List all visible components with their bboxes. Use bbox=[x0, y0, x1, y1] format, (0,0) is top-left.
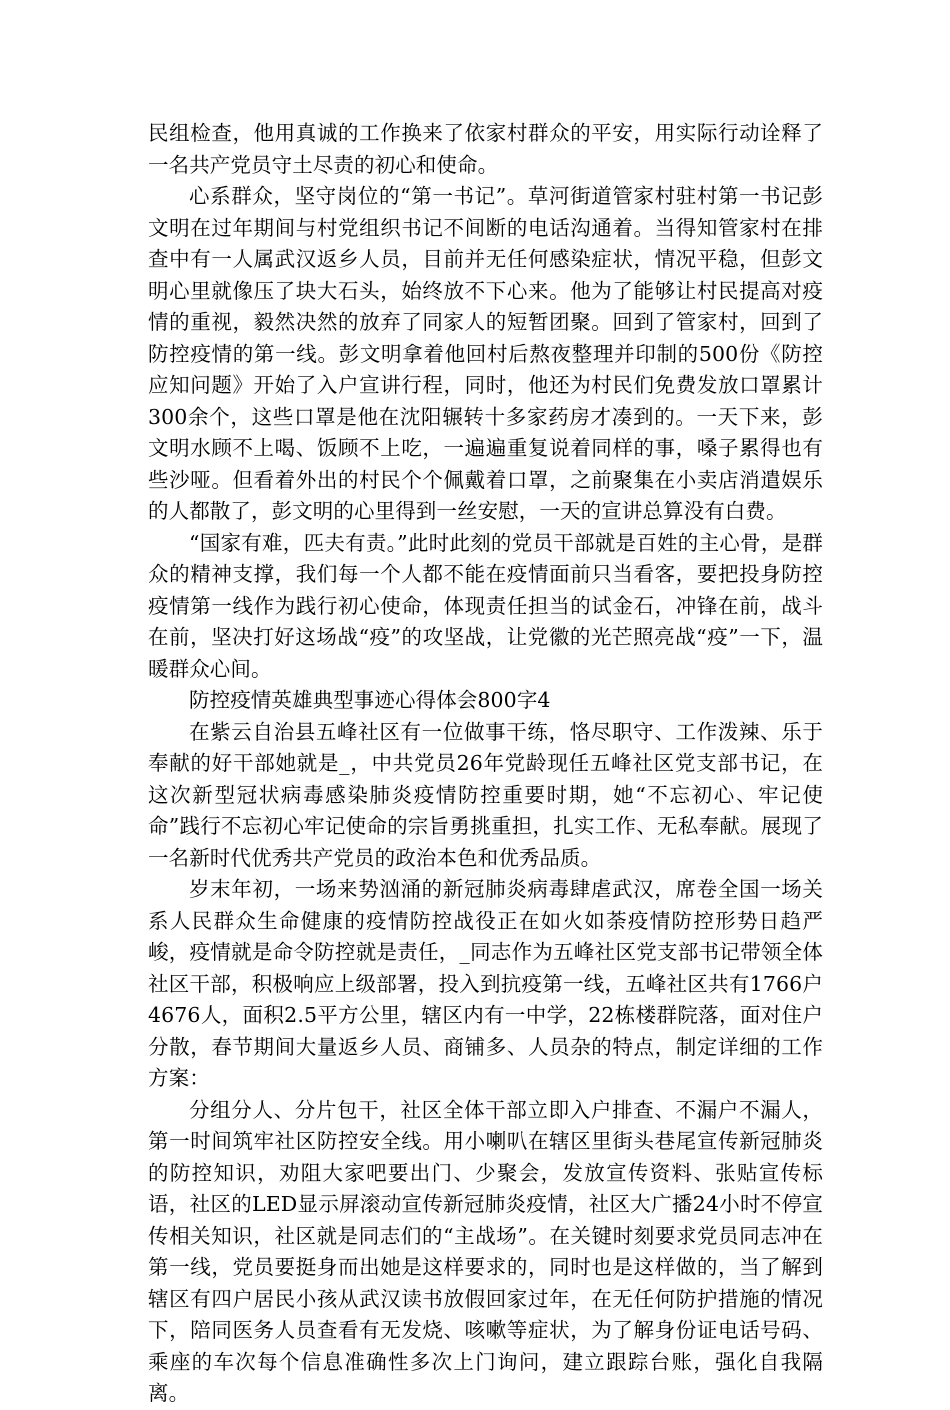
paragraph-wufeng-intro: 在紫云自治县五峰社区有一位做事干练，恪尽职守、工作泼辣、乐于奉献的好干部她就是_，中共党员26年党龄现任五峰社区党支部书记，在这次新型冠状病毒感染肺炎疫情防控重要时期，她“不忘初心、牢记使命”践行不忘初心牢记使命的宗旨勇挑重担，扎实工作、无私奉献。展现了一名新时代优秀共产党员的政治本色和优秀品质。 bbox=[148, 719, 823, 870]
paragraph-grouping: 分组分人、分片包干，社区全体干部立即入户排查、不漏户不漏人，第一时间筑牢社区防控安全线。用小喇叭在辖区里街头巷尾宣传新冠肺炎的防控知识，劝阻大家吧要出门、少聚会，发放宣传资料、张贴宣传标语，社区的LED显示屏滚动宣传新冠肺炎疫情，社区大广播24小时不停宣传相关知识，社区就是同志们的“主战场”。在关键时刻要求党员同志冲在第一线，党员要挺身而出她是这样要求的，同时也是这样做的，当了解到辖区有四户居民小孩从武汉读书放假回家过年，在无任何防护措施的情况下，陪同医务人员查看有无发烧、咳嗽等症状，为了解身份证电话号码、乘座的车次每个信息准确性多次上门询问，建立跟踪台账，强化自我隔离。 bbox=[148, 1097, 823, 1405]
paragraph-national-crisis: “国家有难，匹夫有责。”此时此刻的党员干部就是百姓的主心骨，是群众的精神支撑，我们每一个人都不能在疫情面前只当看客，要把投身防控疫情第一线作为践行初心使命，体现责任担当的试金石，冲锋在前，战斗在前，坚决打好这场战“疫”的攻坚战，让党徽的光芒照亮战“疫”一下，温暖群众心间。 bbox=[148, 530, 823, 681]
paragraph-year-end: 岁末年初，一场来势汹涌的新冠肺炎病毒肆虐武汉，席卷全国一场关系人民群众生命健康的疫情防控战役正在如火如荼疫情防控形势日趋严峻，疫情就是命令防控就是责任，_同志作为五峰社区党支部书记带领全体社区干部，积极响应上级部署，投入到抗疫第一线，五峰社区共有1766户4676人，面积2.5平方公里，辖区内有一中学，22栋楼群院落，面对住户分散，春节期间大量返乡人员、商铺多、人员杂的特点，制定详细的工作方案： bbox=[148, 877, 823, 1090]
paragraph-continuation: 民组检查，他用真诚的工作换来了依家村群众的平安，用实际行动诠释了一名共产党员守土尽责的初心和使命。 bbox=[148, 121, 823, 177]
paragraph-first-secretary: 心系群众，坚守岗位的“第一书记”。草河街道管家村驻村第一书记彭文明在过年期间与村党组织书记不间断的电话沟通着。当得知管家村在排查中有一人属武汉返乡人员，目前并无任何感染症状，情况平稳，但彭文明心里就像压了块大石头，始终放不下心来。他为了能够让村民提高对疫情的重视，毅然决然的放弃了同家人的短暂团聚。回到了管家村，回到了防控疫情的第一线。彭文明拿着他回村后熬夜整理并印制的500份《防控应知问题》开始了入户宣讲行程，同时，他还为村民们免费发放口罩累计300余个，这些口罩是他在沈阳辗转十多家药房才凑到的。一天下来，彭文明水顾不上喝、饭顾不上吃，一遍遍重复说着同样的事，嗓子累得也有些沙哑。但看着外出的村民个个佩戴着口罩，之前聚集在小卖店消遣娱乐的人都散了，彭文明的心里得到一丝安慰，一天的宣讲总算没有白费。 bbox=[148, 184, 823, 523]
document-page bbox=[148, 118, 823, 1410]
section-heading: 防控疫情英雄典型事迹心得体会800字4 bbox=[189, 688, 551, 712]
